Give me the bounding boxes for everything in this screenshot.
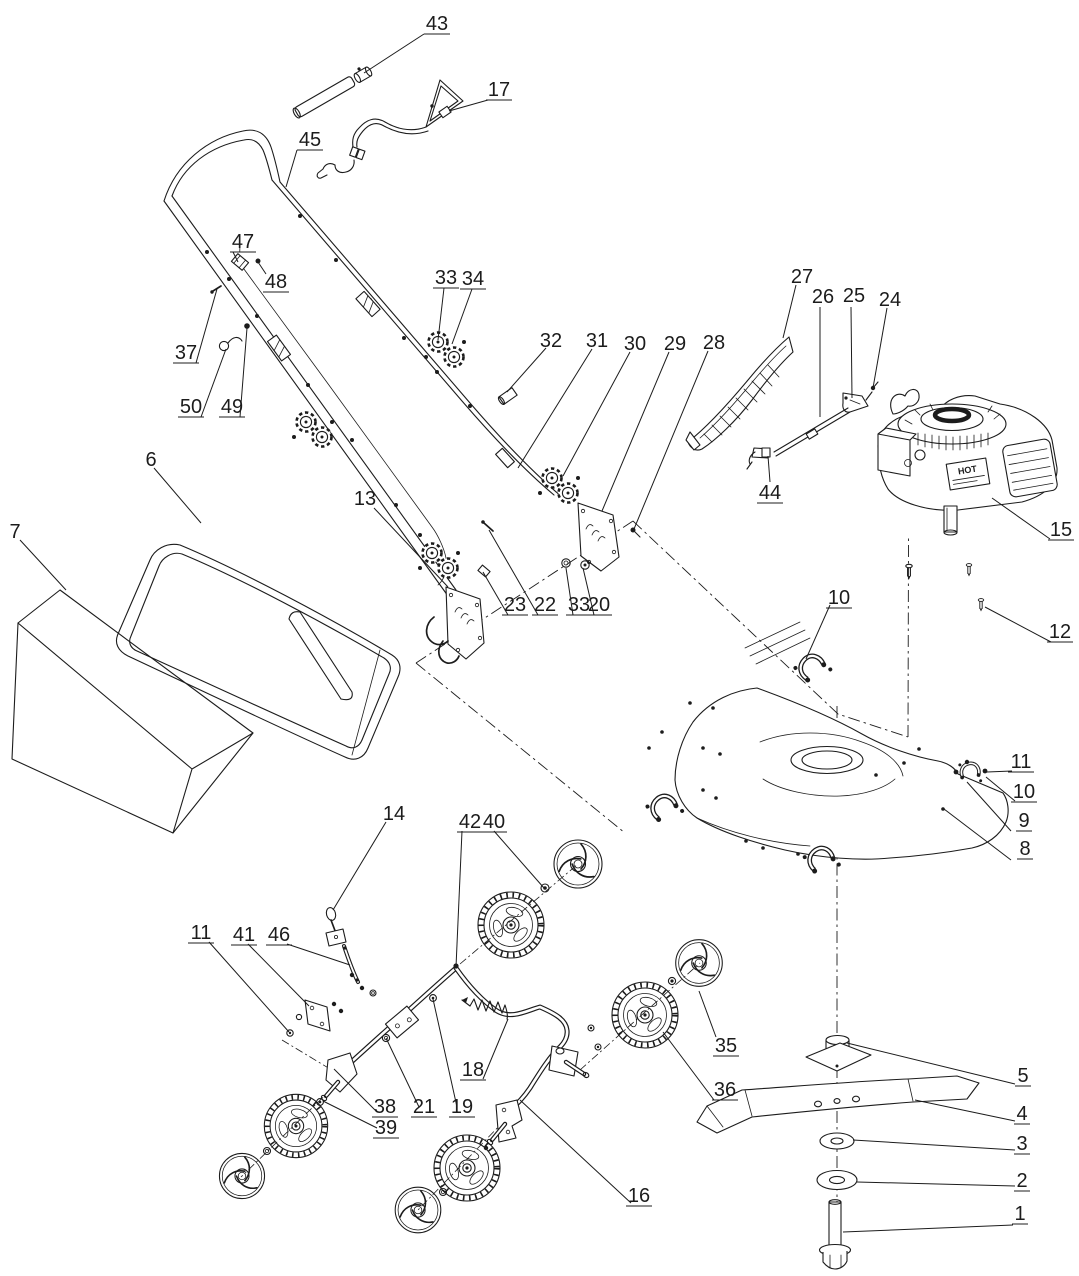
leader-line-12 xyxy=(985,607,1051,642)
leader-line-30 xyxy=(563,352,630,476)
leader-line-45 xyxy=(286,150,297,187)
leader-line-10 xyxy=(806,605,830,659)
part-label-19: 19 xyxy=(450,1096,474,1118)
callout-44-19 xyxy=(757,456,783,504)
leader-line-14 xyxy=(333,822,386,910)
leader-line-35 xyxy=(699,991,716,1037)
leader-line-6 xyxy=(154,468,201,523)
leader-line-7 xyxy=(20,540,66,590)
part-label-13: 13 xyxy=(353,488,377,510)
wheel-axis-line xyxy=(418,1120,505,1210)
bolt-28 xyxy=(631,528,641,538)
part-label-10: 10 xyxy=(1012,781,1036,803)
leader-line-4 xyxy=(915,1100,1015,1121)
part-label-18: 18 xyxy=(461,1059,485,1081)
part-label-46: 46 xyxy=(267,924,291,946)
blade-bolt-1 xyxy=(820,1200,851,1269)
callout-12-29 xyxy=(985,607,1073,643)
throttle-cable-assembly xyxy=(747,382,878,469)
part-label-32: 32 xyxy=(539,330,563,352)
brake-cable xyxy=(241,265,447,585)
callout-17-1 xyxy=(449,79,512,111)
part-label-15: 15 xyxy=(1049,519,1073,541)
part-label-17: 17 xyxy=(487,79,511,101)
callout-6-21 xyxy=(145,449,201,523)
callout-42-35 xyxy=(456,811,483,967)
callout-14-34 xyxy=(333,803,405,910)
handle-grip xyxy=(290,63,373,119)
part-label-35: 35 xyxy=(714,1035,738,1057)
callout-3-50 xyxy=(853,1133,1030,1155)
callout-31-11 xyxy=(518,330,608,468)
handle-fasteners xyxy=(210,245,260,351)
leader-line-44 xyxy=(768,456,770,482)
leader-line-40 xyxy=(494,831,544,888)
handle-bracket-left xyxy=(427,520,493,663)
sleeve-22 xyxy=(478,565,490,577)
part-label-10: 10 xyxy=(827,587,851,609)
frame-handle-slot xyxy=(289,612,352,700)
washer-3 xyxy=(820,1133,854,1149)
leader-line-17 xyxy=(449,100,488,111)
hubcap xyxy=(554,840,602,888)
muffler xyxy=(1002,438,1058,498)
part-label-11: 11 xyxy=(1010,751,1032,773)
part-label-49: 49 xyxy=(220,396,244,418)
bolt-12 xyxy=(978,599,983,612)
callout-layer xyxy=(9,13,1074,1232)
part-label-40: 40 xyxy=(482,811,506,833)
part-label-45: 45 xyxy=(298,129,322,151)
part-label-26: 26 xyxy=(811,286,835,308)
part-label-29: 29 xyxy=(663,333,687,355)
star-knob-cluster xyxy=(418,544,460,578)
part-label-48: 48 xyxy=(264,271,288,293)
callout-29-13 xyxy=(602,333,686,511)
adjuster-screw-24 xyxy=(871,382,878,390)
cable-end-44 xyxy=(747,448,770,469)
part-label-7: 7 xyxy=(9,521,21,543)
axle-pivot-bracket xyxy=(385,1006,418,1038)
brake-lever-hook xyxy=(427,617,448,645)
part-label-34: 34 xyxy=(461,268,485,290)
part-label-5: 5 xyxy=(1017,1065,1029,1087)
pin-23 xyxy=(481,520,493,531)
part-label-3: 3 xyxy=(1016,1133,1028,1155)
leader-line-18 xyxy=(483,1019,508,1079)
part-label-39: 39 xyxy=(374,1117,398,1139)
axle-assembly xyxy=(287,907,601,1151)
callout-33-8 xyxy=(433,267,459,340)
engine-label xyxy=(946,458,990,490)
washer-2 xyxy=(817,1171,857,1190)
leader-line-39 xyxy=(323,1101,377,1128)
leader-line-25 xyxy=(851,307,852,398)
part-label-16: 16 xyxy=(627,1185,651,1207)
leader-line-15 xyxy=(992,498,1050,539)
callout-40-36 xyxy=(481,811,544,888)
leader-line-16 xyxy=(520,1100,631,1203)
hubcap xyxy=(395,1187,441,1233)
leader-line-33 xyxy=(438,288,444,340)
phantom-lines xyxy=(241,521,909,1245)
part-label-9: 9 xyxy=(1018,810,1030,832)
leader-line-19 xyxy=(433,999,457,1107)
callout-24-18 xyxy=(873,289,901,388)
part-label-20: 20 xyxy=(587,594,611,616)
leader-line-37 xyxy=(196,289,217,363)
leader-line-3 xyxy=(853,1140,1015,1150)
washer-20 xyxy=(581,561,589,569)
part-label-31: 31 xyxy=(585,330,609,352)
part-label-12: 12 xyxy=(1048,621,1072,643)
grass-bag xyxy=(12,590,253,833)
callout-4-49 xyxy=(915,1100,1030,1125)
svg-text:HOT: HOT xyxy=(957,463,978,477)
part-label-24: 24 xyxy=(878,289,902,311)
height-lever-14 xyxy=(325,907,346,946)
wheel-link-right xyxy=(549,1025,601,1079)
part-label-44: 44 xyxy=(758,482,782,504)
part-label-11: 11 xyxy=(190,922,212,944)
callout-23-24 xyxy=(483,572,528,616)
handle-mount-stubs xyxy=(745,622,810,664)
callout-16-45 xyxy=(520,1100,652,1207)
part-label-36: 36 xyxy=(713,1079,737,1101)
hubcap-35 xyxy=(676,940,723,987)
callout-2-51 xyxy=(857,1170,1030,1192)
leader-line-24 xyxy=(873,308,887,388)
part-label-33: 33 xyxy=(567,594,591,616)
spacer-sleeve xyxy=(497,388,517,406)
cable-clamp-10 xyxy=(792,650,834,686)
engine-mount-bolt xyxy=(966,564,971,577)
callout-18-40 xyxy=(460,1019,508,1081)
part-label-2: 2 xyxy=(1016,1170,1028,1192)
wheel xyxy=(434,1135,500,1201)
callout-13-23 xyxy=(354,488,448,587)
wheel-bracket-rear xyxy=(484,1100,522,1150)
callout-30-12 xyxy=(563,333,646,476)
callout-7-22 xyxy=(9,521,66,590)
leader-line-27 xyxy=(783,285,796,338)
callout-45-2 xyxy=(286,129,323,187)
part-label-1: 1 xyxy=(1014,1203,1026,1225)
handlebar-assembly xyxy=(164,130,562,596)
part-label-4: 4 xyxy=(1016,1103,1028,1125)
callout-1-52 xyxy=(843,1203,1028,1232)
part-label-6: 6 xyxy=(145,449,157,471)
callout-35-46 xyxy=(699,991,739,1057)
leader-line-1 xyxy=(843,1225,1013,1232)
part-label-22: 22 xyxy=(533,594,557,616)
wheel xyxy=(478,892,544,958)
part-label-21: 21 xyxy=(412,1096,436,1118)
bolt-49 xyxy=(244,323,250,329)
part-label-23: 23 xyxy=(503,594,527,616)
callout-26-16 xyxy=(812,286,834,417)
leader-line-43 xyxy=(364,34,424,73)
part-label-47: 47 xyxy=(231,231,255,253)
wheels xyxy=(219,840,722,1233)
handle-bracket-right xyxy=(562,503,640,571)
part-label-25: 25 xyxy=(842,285,866,307)
part-label-14: 14 xyxy=(382,803,406,825)
blade-assembly xyxy=(697,1036,979,1270)
callout-11-30 xyxy=(987,751,1034,773)
callout-48-4 xyxy=(258,262,289,293)
leader-line-29 xyxy=(602,352,669,511)
leader-line-42 xyxy=(456,831,462,967)
fuel-tank xyxy=(878,428,916,476)
blade-adapter-5 xyxy=(806,1036,871,1072)
star-knob-cluster xyxy=(538,469,580,503)
callout-27-15 xyxy=(783,266,813,338)
wire-clip-50 xyxy=(219,337,242,350)
callout-32-10 xyxy=(507,330,562,392)
part-label-33: 33 xyxy=(434,267,458,289)
leader-line-2 xyxy=(857,1182,1015,1186)
part-label-42: 42 xyxy=(458,811,482,833)
part-label-27: 27 xyxy=(790,266,814,288)
part-label-30: 30 xyxy=(623,333,647,355)
part-label-50: 50 xyxy=(179,396,203,418)
leader-line-11 xyxy=(209,942,289,1032)
callout-10-28 xyxy=(806,587,852,659)
part-label-28: 28 xyxy=(702,332,726,354)
part-label-41: 41 xyxy=(232,924,256,946)
callout-20-27 xyxy=(583,568,612,616)
leader-line-36 xyxy=(663,1032,714,1100)
engine-illustration xyxy=(878,389,1058,611)
callout-25-17 xyxy=(843,285,865,398)
part-label-38: 38 xyxy=(373,1096,397,1118)
leader-line-32 xyxy=(507,348,546,392)
mower-deck xyxy=(644,622,1008,876)
callout-37-5 xyxy=(173,289,217,364)
callout-43-0 xyxy=(364,13,450,73)
wheel-axis-line xyxy=(460,864,578,964)
leader-line-34 xyxy=(452,289,472,344)
pivot-bracket-41 xyxy=(296,1000,343,1031)
crankshaft xyxy=(944,506,957,532)
wheel xyxy=(264,1094,327,1157)
leader-line-46 xyxy=(287,944,350,965)
star-knob-cluster xyxy=(292,413,334,447)
engine-mount-bolt xyxy=(906,564,912,579)
adjuster-link-46 xyxy=(343,946,376,996)
star-knob-cluster xyxy=(424,333,466,367)
part-label-37: 37 xyxy=(174,342,198,364)
part-label-8: 8 xyxy=(1019,838,1031,860)
part-label-43: 43 xyxy=(425,13,449,35)
